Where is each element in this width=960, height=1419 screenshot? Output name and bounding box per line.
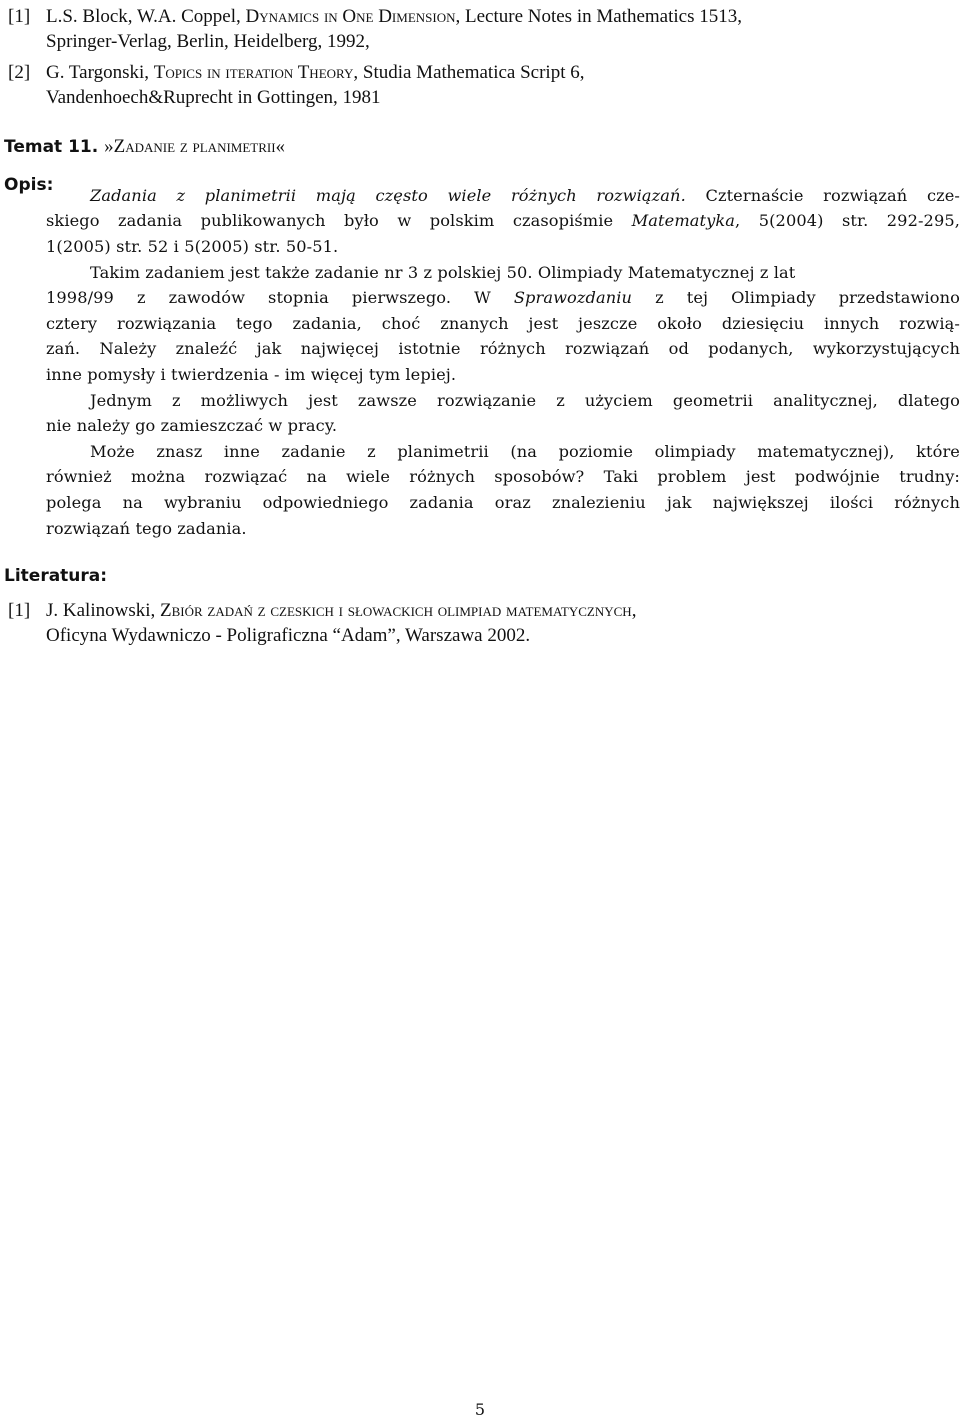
opis-line (46, 288, 960, 307)
reference-publisher: Oficyna Wydawniczo - Poligraficzna “Adam”, Warszawa 2002. (46, 625, 531, 646)
opis-text: Czternaście rozwiązań cze- (685, 186, 960, 205)
opis-text: Takim zadaniem jest także zadanie nr 3 z polskiej 50. Olimpiady Matematycznej z lat (90, 263, 796, 282)
opis-line (90, 263, 795, 282)
opis-text: skiego zadania publikowanych było w polskim czasopiśmie (46, 211, 632, 230)
reference-publisher: Vandenhoech&Ruprecht in Gottingen, 1981 (46, 87, 381, 108)
opis-line: polega na wybraniu odpowiedniego zadania oraz znalezieniu jak największej ilości różnych (46, 493, 960, 512)
opis-line: Może znasz inne zadanie z planimetrii (na poziomie olimpiady matematycznej), które (90, 442, 960, 461)
topic-label: Temat 11. (4, 137, 99, 157)
opis-emphasis: Zadania z planimetrii mają często wiele różnych rozwiązań. (90, 186, 686, 205)
opis-line: rozwiązań tego zadania. (46, 519, 247, 538)
reference-authors: G. Targonski, (46, 62, 154, 83)
reference-authors: J. Kalinowski, (46, 600, 160, 621)
report-name: Sprawozdaniu (513, 288, 633, 307)
opis-line: również można rozwiązać na wiele różnych sposobów? Taki problem jest podwójnie trudny: (46, 467, 960, 486)
section-label-literatura: Literatura: (4, 566, 108, 586)
reference-authors: L.S. Block, W.A. Coppel, (46, 6, 246, 27)
opis-line (90, 186, 960, 205)
reference-details: , (631, 600, 637, 621)
page-number: 5 (474, 1400, 486, 1419)
reference-number: [1] (8, 600, 31, 621)
topic-title: »Zadanie z planimetrii« (104, 136, 286, 157)
section-label-opis: Opis: (4, 175, 54, 195)
opis-line: 1(2005) str. 52 i 5(2005) str. 50-51. (46, 237, 339, 256)
reference-line (46, 60, 585, 85)
opis-line: Jednym z możliwych jest zawsze rozwiązanie z użyciem geometrii analitycznej, dlatego (90, 391, 960, 410)
reference-line (46, 4, 742, 29)
opis-text: 1998/99 z zawodów stopnia pierwszego. W (46, 288, 514, 307)
opis-line: cztery rozwiązania tego zadania, choć znanych jest jeszcze około dziesięciu innych rozwią- (46, 314, 960, 333)
reference-title: Zbiór zadań z czeskich i słowackich olimpiad matematycznych (160, 600, 632, 621)
reference-title: Topics in iteration Theory (153, 62, 354, 83)
reference-number: [1] (8, 6, 31, 27)
reference-publisher: Springer-Verlag, Berlin, Heidelberg, 1992, (46, 31, 370, 52)
opis-line: inne pomysły i twierdzenia - im więcej tym lepiej. (46, 365, 457, 384)
reference-number: [2] (8, 62, 31, 83)
opis-text: z tej Olimpiady przedstawiono (632, 288, 960, 307)
reference-details: , Lecture Notes in Mathematics 1513, (455, 6, 742, 27)
opis-line: zań. Należy znaleźć jak najwięcej istotnie różnych rozwiązań od podanych, wykorzystujących (46, 339, 960, 358)
opis-line (46, 211, 960, 230)
topic-heading (4, 136, 285, 158)
journal-name: Matematyka (631, 211, 736, 230)
reference-details: , Studia Mathematica Script 6, (353, 62, 585, 83)
opis-line: nie należy go zamieszczać w pracy. (46, 416, 338, 435)
reference-line (46, 598, 636, 623)
reference-title: Dynamics in One Dimension (245, 6, 456, 27)
opis-text: , 5(2004) str. 292-295, (735, 211, 960, 230)
